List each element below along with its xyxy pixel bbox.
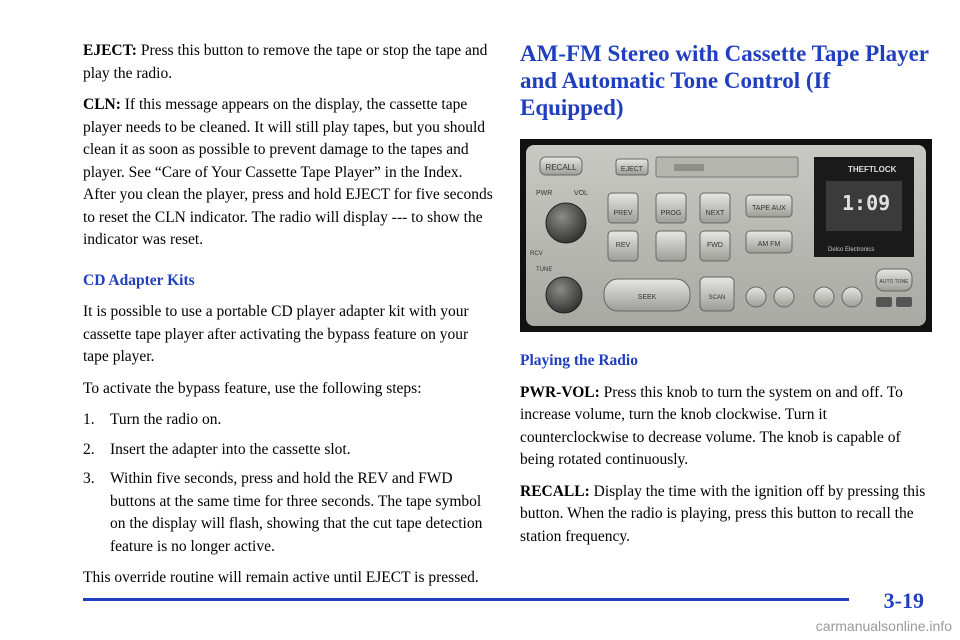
page-number: 3-19 — [883, 588, 924, 613]
preset-3-button[interactable] — [814, 287, 834, 307]
prog-button[interactable] — [656, 193, 686, 223]
eject-text: Press this button to remove the tape or stop the tape and play the radio. — [83, 42, 488, 82]
rev-button-label: REV — [615, 242, 631, 249]
vol-label: VOL — [574, 190, 589, 197]
rcv-label: RCV — [530, 251, 543, 257]
section-title: AM-FM Stereo with Cassette Tape Player and Automatic Tone Control (If Equipped) — [520, 41, 929, 120]
am-fm-button-label: AM FM — [757, 241, 781, 248]
right-column — [520, 40, 932, 557]
balance-button[interactable] — [876, 297, 892, 307]
cassette-door — [674, 164, 704, 171]
step-item — [83, 468, 493, 558]
playing-radio-heading: Playing the Radio — [520, 352, 638, 369]
tune-label: TUNE — [536, 267, 553, 273]
cd-adapter-heading: CD Adapter Kits — [83, 271, 195, 289]
cln-paragraph — [83, 94, 493, 252]
cln-text: If this message appears on the display, the cassette tape player needs to be cleaned. It will still play tapes, but you should clean it as soon as possible to prevent damage to the tapes and player. See “Care of Your Cassette Tape Player” in the Index. After you clean the player, press and hold EJECT for five seconds to reset the CLN indicator. The radio will display --- to show the indicator was reset. — [83, 96, 493, 248]
step-text: Turn the radio on. — [110, 411, 222, 428]
maker-label: Delco Electronics — [828, 247, 875, 253]
eject-paragraph — [83, 40, 493, 85]
preset-1-button[interactable] — [746, 287, 766, 307]
recall-paragraph — [520, 481, 932, 549]
scan-button-label: SCAN — [708, 295, 726, 301]
override-paragraph: This override routine will remain active until EJECT is pressed. — [83, 569, 479, 586]
recall-term: RECALL: — [520, 482, 590, 500]
steps-intro: To activate the bypass feature, use the following steps: — [83, 379, 422, 397]
next-button[interactable] — [700, 193, 730, 223]
step-item — [83, 409, 493, 432]
footer-rule — [83, 598, 849, 601]
cln-term: CLN: — [83, 96, 121, 113]
seek-button-label: SEEK — [637, 294, 657, 301]
step-item — [83, 439, 493, 462]
scan-button[interactable] — [700, 277, 734, 311]
brand-label: THEFTLOCK — [848, 165, 897, 174]
watermark[interactable]: carmanualsonline.info — [815, 618, 952, 634]
next-button-label: NEXT — [705, 210, 725, 217]
left-column — [83, 40, 493, 599]
preset-5-button[interactable] — [656, 231, 686, 261]
prev-button[interactable] — [608, 193, 638, 223]
eject-term: EJECT: — [83, 42, 137, 59]
step-number: 3. — [83, 470, 95, 487]
recall-text: Display the time with the ignition off by pressing this button. When the radio is playing, press this button to recall the station frequency. — [520, 482, 926, 545]
pwr-vol-paragraph — [520, 382, 932, 472]
eject-button-label: EJECT — [620, 166, 644, 173]
pwr-vol-term: PWR-VOL: — [520, 383, 600, 401]
pwr-vol-knob[interactable] — [546, 203, 586, 243]
auto-tone-button-label: AUTO TONE — [879, 279, 909, 285]
radio-photo — [520, 139, 932, 332]
clock-display: 1:09 — [842, 191, 891, 215]
prog-button-label: PROG — [660, 210, 682, 217]
preset-2-button[interactable] — [774, 287, 794, 307]
step-text: Insert the adapter into the cassette slot. — [110, 440, 351, 458]
recall-button-label: RECALL — [545, 163, 577, 172]
step-number: 2. — [83, 440, 95, 458]
step-text: Within five seconds, press and hold the REV and FWD buttons at the same time for three seconds. The tape symbol on the display will flash, showing that the cut tape detection feature is no longer active. — [110, 470, 483, 555]
step-number: 1. — [83, 411, 95, 428]
prev-button-label: PREV — [613, 210, 633, 217]
tape-aux-button-label: TAPE AUX — [752, 205, 786, 212]
fade-button[interactable] — [896, 297, 912, 307]
cd-adapter-paragraph: It is possible to use a portable CD player adapter kit with your cassette tape player after activating the bypass feature on your tape player. — [83, 303, 469, 365]
steps-list — [83, 409, 493, 558]
pwr-vol-text: Press this knob to turn the system on and off. To increase volume, turn the knob clockwise. Turn it counterclockwise to decrease volume. The knob is capable of being rotated continuously. — [520, 383, 903, 468]
fwd-button-label: FWD — [707, 242, 723, 249]
tune-knob[interactable] — [546, 277, 582, 313]
pwr-label: PWR — [536, 190, 553, 197]
radio-faceplate-illustration — [524, 143, 928, 328]
preset-4-button[interactable] — [842, 287, 862, 307]
